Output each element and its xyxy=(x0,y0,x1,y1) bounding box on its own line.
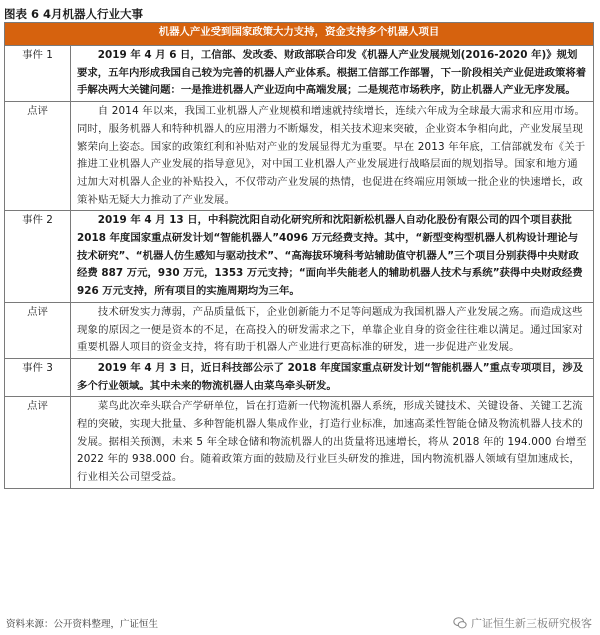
event-row-1 xyxy=(5,46,594,102)
watermark-text: 广证恒生新三板研究极客 xyxy=(471,617,592,630)
event-label-2: 事件 2 xyxy=(5,211,71,303)
event-text-2: 2019 年 4 月 13 日，中科院沈阳自动化研究所和沈阳新松机器人自动化股份有限公司的四个项目获批 2018 年度国家重点研发计划“智能机器人”4096 万元经费支持。其中，“新型变构型机器人机构设计理论与技术研究”、“机器人仿生感知与驱动技术”、“高海拔环境科考站辅助值守机器人”三个项目分别获得中央财政经费 887 万元，930 万元，1353 万元支持；“面向半失能老人的辅助机器人技术与系统”获得中央财政经费 926 万元支持，所有项目的实施周期均为三年。 xyxy=(71,211,594,303)
figure-title: 图表 6 4月机器人行业大事 xyxy=(4,7,144,21)
comment-row-1 xyxy=(5,102,594,211)
comment-text-1: 自 2014 年以来，我国工业机器人产业规模和增速就持续增长，连续六年成为全球最大需求和应用市场。同时，服务机器人和特种机器人的应用潜力不断爆发，相关技术迎来突破，企业资本争相向此，产业发展呈现繁荣向上姿态。国家的政策红利和补贴对产业的发展显得尤为重要。早在 2013 年年底，工信部就发布《关于推进工业机器人产业发展的指导意见》，对中国工业机器人产业发展进行战略层面的规划指导。国家和地方通过加大对机器人企业的补贴投入，不仅带动产业发展的热情，也促进在终端应用领域一批企业的快速增长，政策补贴无疑大力推动了产业发展。 xyxy=(71,102,594,211)
event-label-3: 事件 3 xyxy=(5,358,71,396)
watermark xyxy=(453,615,592,631)
comment-text-2: 技术研发实力薄弱，产品质量低下，企业创新能力不足等问题成为我国机器人产业发展之殇。而造成这些现象的原因之一便是资本的不足，在高投入的研发需求之下，单靠企业自身的资金往往难以满足。通过国家对重要机器人项目的资金支持，将有助于机器人产业进行更高标准的研发，进一步促进产业发展。 xyxy=(71,302,594,358)
comment-label-3: 点评 xyxy=(5,397,71,489)
comment-text-3: 菜鸟此次牵头联合产学研单位，旨在打造新一代物流机器人系统，形成关键技术、关键设备、关键工艺流程的突破，实现大批量、多种智能机器人集成作业，打造行业标准，加速高柔性智能仓储及物流机器人技术的发展。据相关预测，未来 5 年全球仓储和物流机器人的出货量将迅速增长，将从 2018 年的 194.000 台增至 2022 年的 938.000 台。随着政策方面的鼓励及行业巨头研发的推进，国内物流机器人领域有望加速成长，行业相关公司望受益。 xyxy=(71,397,594,489)
table-header-row xyxy=(5,23,594,46)
comment-label-2: 点评 xyxy=(5,302,71,358)
comment-row-3 xyxy=(5,397,594,489)
event-row-2 xyxy=(5,211,594,303)
events-table xyxy=(4,22,594,489)
event-text-3: 2019 年 4 月 3 日，近日科技部公示了 2018 年度国家重点研发计划“智能机器人”重点专项项目，涉及多个行业领域。其中未来的物流机器人由菜鸟牵头研发。 xyxy=(71,358,594,396)
event-text-1: 2019 年 4 月 6 日，工信部、发改委、财政部联合印发《机器人产业发展规划(2016-2020 年)》规划要求，五年内形成我国自己较为完善的机器人产业体系。根据工信部工作部署，下一阶段相关产业促进政策将着手解决两大关键问题：一是推进机器人产业迈向中高端发展；二是规范市场秩序，防止机器人产业无序发展。 xyxy=(71,46,594,102)
event-label-1: 事件 1 xyxy=(5,46,71,102)
event-row-3 xyxy=(5,358,594,396)
comment-label-1: 点评 xyxy=(5,102,71,211)
table-header: 机器人产业受到国家政策大力支持，资金支持多个机器人项目 xyxy=(5,23,594,46)
wechat-icon xyxy=(453,616,467,630)
source-note: 资料来源：公开资料整理，广证恒生 xyxy=(6,619,159,630)
comment-row-2 xyxy=(5,302,594,358)
